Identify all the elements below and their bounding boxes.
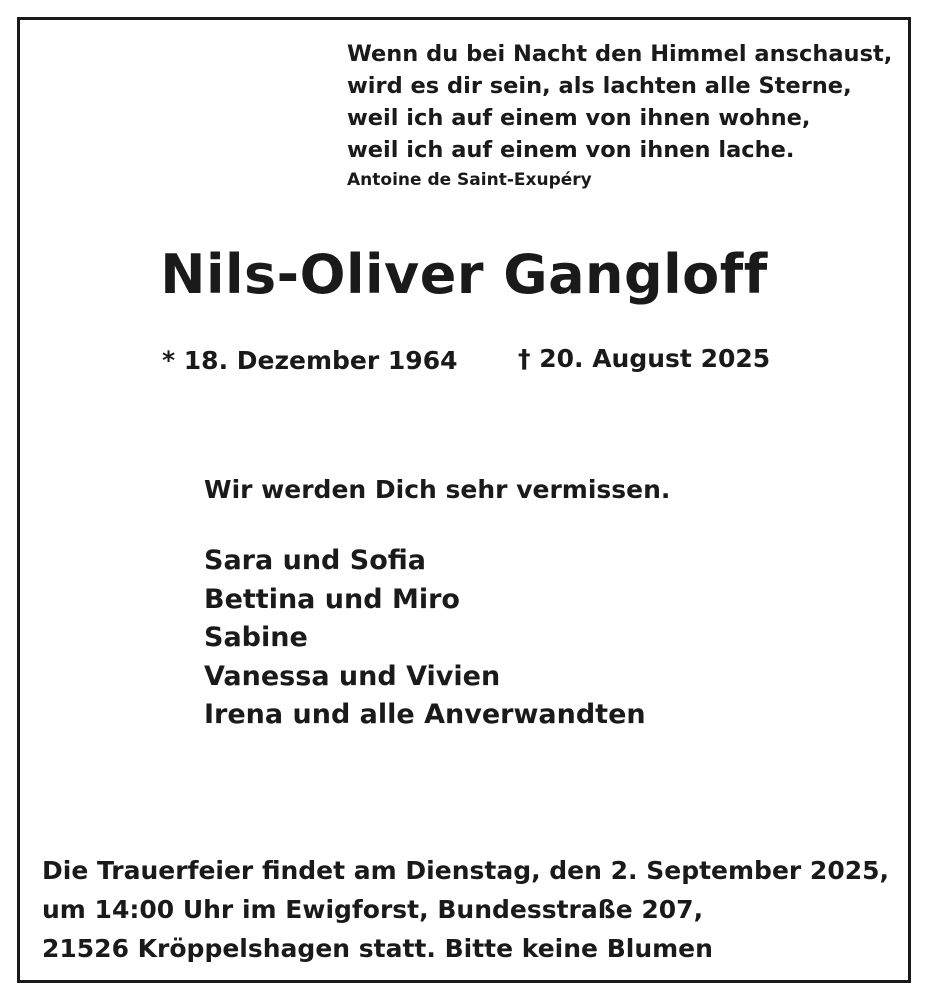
farewell-message: Wir werden Dich sehr vermissen. bbox=[204, 475, 671, 504]
birth-date: * 18. Dezember 1964 bbox=[162, 346, 458, 375]
funeral-notice bbox=[42, 851, 889, 968]
quote-line: weil ich auf einem von ihnen lache. bbox=[347, 137, 795, 163]
death-date: † 20. August 2025 bbox=[518, 344, 771, 373]
mourner-entry: Irena und alle Anverwandten bbox=[204, 699, 646, 730]
mourner-entry: Sara und Sofia bbox=[204, 545, 426, 576]
mourners-list bbox=[204, 542, 646, 735]
mourner-entry: Bettina und Miro bbox=[204, 583, 460, 615]
mourner-entry: Vanessa und Vivien bbox=[204, 660, 501, 692]
mourner-entry: Sabine bbox=[204, 622, 308, 653]
funeral-line: um 14:00 Uhr im Ewigforst, Bundesstraße 207, bbox=[42, 895, 704, 924]
quote bbox=[347, 38, 892, 166]
funeral-line: 21526 Kröppelshagen statt. Bitte keine Blumen bbox=[42, 934, 713, 963]
funeral-line: Die Trauerfeier findet am Dienstag, den 2. September 2025, bbox=[42, 856, 890, 885]
quote-author: Antoine de Saint-Exupéry bbox=[347, 170, 592, 190]
quote-line: wird es dir sein, als lachten alle Sterne, bbox=[347, 73, 852, 99]
quote-line: Wenn du bei Nacht den Himmel anschaust, bbox=[347, 41, 893, 67]
deceased-name: Nils-Oliver Gangloff bbox=[160, 243, 768, 306]
quote-line: weil ich auf einem von ihnen wohne, bbox=[347, 105, 811, 131]
